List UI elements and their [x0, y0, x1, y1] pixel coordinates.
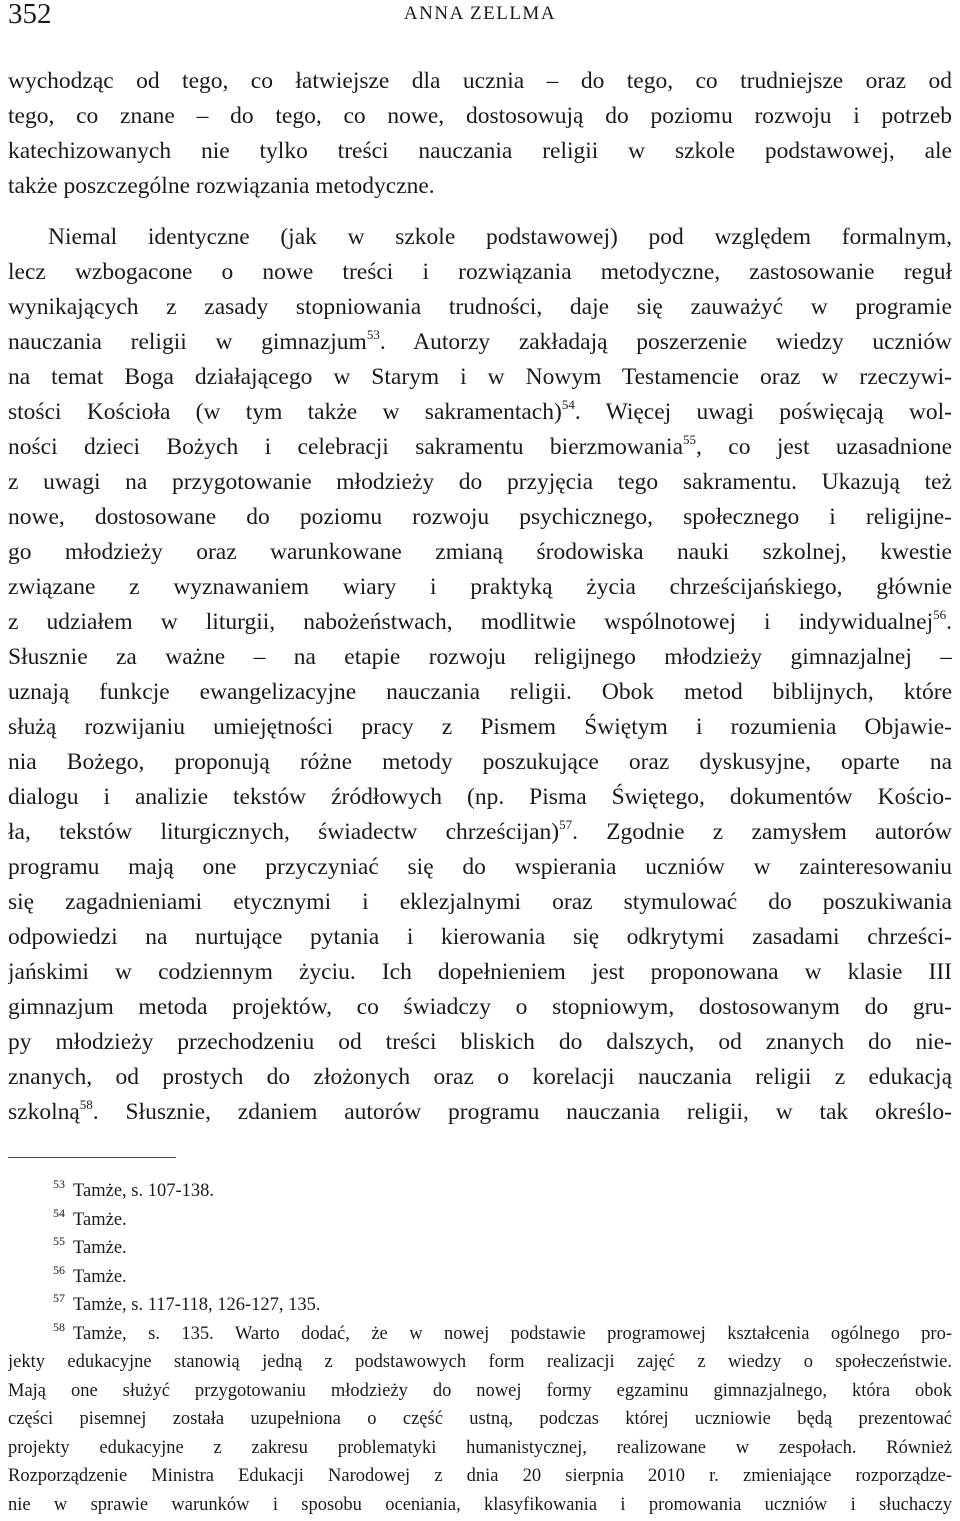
footnote-ref-56[interactable]: 56	[933, 607, 947, 622]
text-segment: , co jest uzasadnione	[696, 434, 952, 460]
text-line: tego, co znane – do tego, co nowe, dostosowują do poziomu rozwoju i potrzeb	[8, 103, 952, 129]
text-line: katechizowanych nie tylko treści nauczania religii w szkole podstawowej, ale	[8, 138, 952, 164]
footnote-number: 57	[53, 1291, 65, 1305]
text-line: z uwagi na przygotowanie młodzieży do przyjęcia tego sakramentu. Ukazują też	[8, 469, 952, 495]
footnote-text: Tamże.	[73, 1238, 127, 1258]
footnote-number: 56	[53, 1262, 65, 1277]
footnote-58-continuation: Rozporządzenie Ministra Edukacji Narodowej z dnia 20 sierpnia 2010 r. zmieniające rozporządze-	[8, 1466, 952, 1486]
footnote-58-continuation: części pisemnej została uzupełniona o część ustną, podczas której uczniowie będą prezentować	[8, 1409, 952, 1429]
footnote-number: 53	[53, 1177, 65, 1191]
text-line: nowe, dostosowane do poziomu rozwoju psychicznego, społecznego i religijne-	[8, 504, 952, 530]
text-segment: z udziałem w liturgii, nabożeństwach, modlitwie wspólnotowej i indywidualnej	[8, 609, 934, 635]
footnote-58	[8, 1320, 952, 1349]
footnote-text: Tamże, s. 117-118, 126-127, 135.	[73, 1295, 321, 1315]
footnote-ref-54[interactable]: 54	[561, 397, 575, 412]
text-line: dialogu i analizie tekstów źródłowych (np. Pisma Świętego, dokumentów Kościo-	[8, 784, 952, 810]
paragraph-1	[8, 64, 952, 204]
footnote-text: Tamże.	[73, 1266, 127, 1287]
running-head: ANNA ZELLMA	[403, 3, 557, 24]
footnote-55	[8, 1234, 952, 1263]
text-line: gimnazjum metoda projektów, co świadczy o stopniowym, dostosowanym do gru-	[8, 994, 952, 1020]
text-line	[8, 1095, 952, 1130]
text-line: wychodząc od tego, co łatwiejsze dla ucznia – do tego, co trudniejsze oraz od	[8, 68, 952, 94]
text-line: Niemal identyczne (jak w szkole podstawowej) pod względem formalnym,	[48, 224, 952, 250]
text-line: py młodzieży przechodzeniu od treści bliskich do dalszych, od znanych do nie-	[8, 1029, 952, 1055]
text-line: znanych, od prostych do złożonych oraz o korelacji nauczania religii z edukacją	[8, 1064, 952, 1090]
text-line: związane z wyznawaniem wiary i praktyką życia chrześcijańskiego, głównie	[8, 574, 952, 600]
text-line: lecz wzbogacone o nowe treści i rozwiązania metodyczne, zastosowanie reguł	[8, 259, 952, 285]
footnote-ref-57[interactable]: 57	[559, 817, 573, 832]
text-line	[8, 430, 952, 465]
text-line: służą rozwijaniu umiejętności pracy z Pismem Świętym i rozumienia Objawie-	[8, 714, 952, 740]
footnote-number: 58	[53, 1319, 65, 1334]
text-line: się zagadnieniami etycznymi i eklezjalnymi oraz stymulować do poszukiwania	[8, 889, 952, 915]
footnote-text: Tamże, s. 107-138.	[73, 1181, 215, 1201]
footnote-58-continuation: nie w sprawie warunków i sposobu oceniania, klasyfikowania i promowania uczniów i słuchaczy	[8, 1494, 952, 1515]
paragraph-2	[8, 220, 952, 1130]
text-segment: nauczania religii w gimnazjum	[8, 329, 367, 355]
text-segment: . Zgodnie z zamysłem autorów	[572, 819, 952, 845]
footnote-56	[8, 1263, 952, 1292]
footnote-number: 54	[53, 1205, 65, 1220]
footnote-53	[8, 1177, 952, 1206]
text-line: Słusznie za ważne – na etapie rozwoju religijnego młodzieży gimnazjalnej –	[8, 644, 952, 670]
footnote-58-continuation: Mają one służyć przygotowaniu młodzieży do nowej formy egzaminu gimnazjalnego, która obok	[8, 1380, 952, 1401]
text-line: na temat Boga działającego w Starym i w Nowym Testamencie oraz w rzeczywi-	[8, 364, 952, 390]
footnote-text: Tamże, s. 135. Warto dodać, że w nowej podstawie programowej kształcenia ogólnego pro-	[73, 1323, 952, 1344]
text-line	[8, 815, 952, 850]
text-segment: . Słusznie, zdaniem autorów programu nauczania religii, w tak określo-	[92, 1099, 952, 1125]
text-segment: . Autorzy zakładają poszerzenie wiedzy uczniów	[379, 329, 952, 355]
footnote-57	[8, 1291, 952, 1320]
footnote-58-continuation: projekty edukacyjne z zakresu problematyki humanistycznej, realizowane w zespołach. Również	[8, 1437, 952, 1458]
text-line	[8, 605, 952, 640]
footnote-ref-58[interactable]: 58	[79, 1097, 93, 1112]
text-line	[8, 325, 952, 360]
text-line: go młodzieży oraz warunkowane zmianą środowiska nauki szkolnej, kwestie	[8, 539, 952, 565]
footnote-separator	[8, 1157, 176, 1158]
page-header	[8, 0, 952, 34]
text-line: wynikających z zasady stopniowania trudności, daje się zauważyć w programie	[8, 294, 952, 320]
text-line: programu mają one przyczyniać się do wspierania uczniów w zainteresowaniu	[8, 854, 952, 880]
footnote-ref-53[interactable]: 53	[366, 327, 380, 342]
text-line: uznają funkcje ewangelizacyjne nauczania religii. Obok metod biblijnych, które	[8, 679, 952, 705]
footnote-text: Tamże.	[73, 1209, 127, 1230]
text-segment: ła, tekstów liturgicznych, świadectw chrześcijan)	[8, 819, 560, 845]
text-segment: . Więcej uwagi poświęcają wol-	[574, 399, 952, 425]
footnote-number: 55	[53, 1234, 65, 1248]
text-line	[8, 395, 952, 430]
footnote-54	[8, 1206, 952, 1235]
text-segment: ności dzieci Bożych i celebracji sakramentu bierzmowania	[8, 434, 684, 460]
text-segment: .	[946, 609, 952, 635]
text-line: także poszczególne rozwiązania metodyczne.	[8, 173, 435, 199]
text-line: jańskimi w codziennym życiu. Ich dopełnieniem jest proponowana w klasie III	[8, 959, 952, 985]
text-line: nia Bożego, proponują różne metody poszukujące oraz dyskusyjne, oparte na	[8, 749, 952, 775]
text-line: odpowiedzi na nurtujące pytania i kierowania się odkrytymi zasadami chrześci-	[8, 924, 952, 950]
footnote-ref-55[interactable]: 55	[683, 432, 697, 447]
text-segment: stości Kościoła (w tym także w sakramentach)	[8, 399, 562, 425]
text-segment: szkolną	[8, 1099, 80, 1125]
page-number: 352	[8, 0, 52, 30]
footnotes	[8, 1177, 952, 1519]
footnote-58-continuation: jekty edukacyjne stanowią jedną z podstawowych form realizacji zajęć z wiedzy o społeczeństwie.	[8, 1352, 952, 1372]
